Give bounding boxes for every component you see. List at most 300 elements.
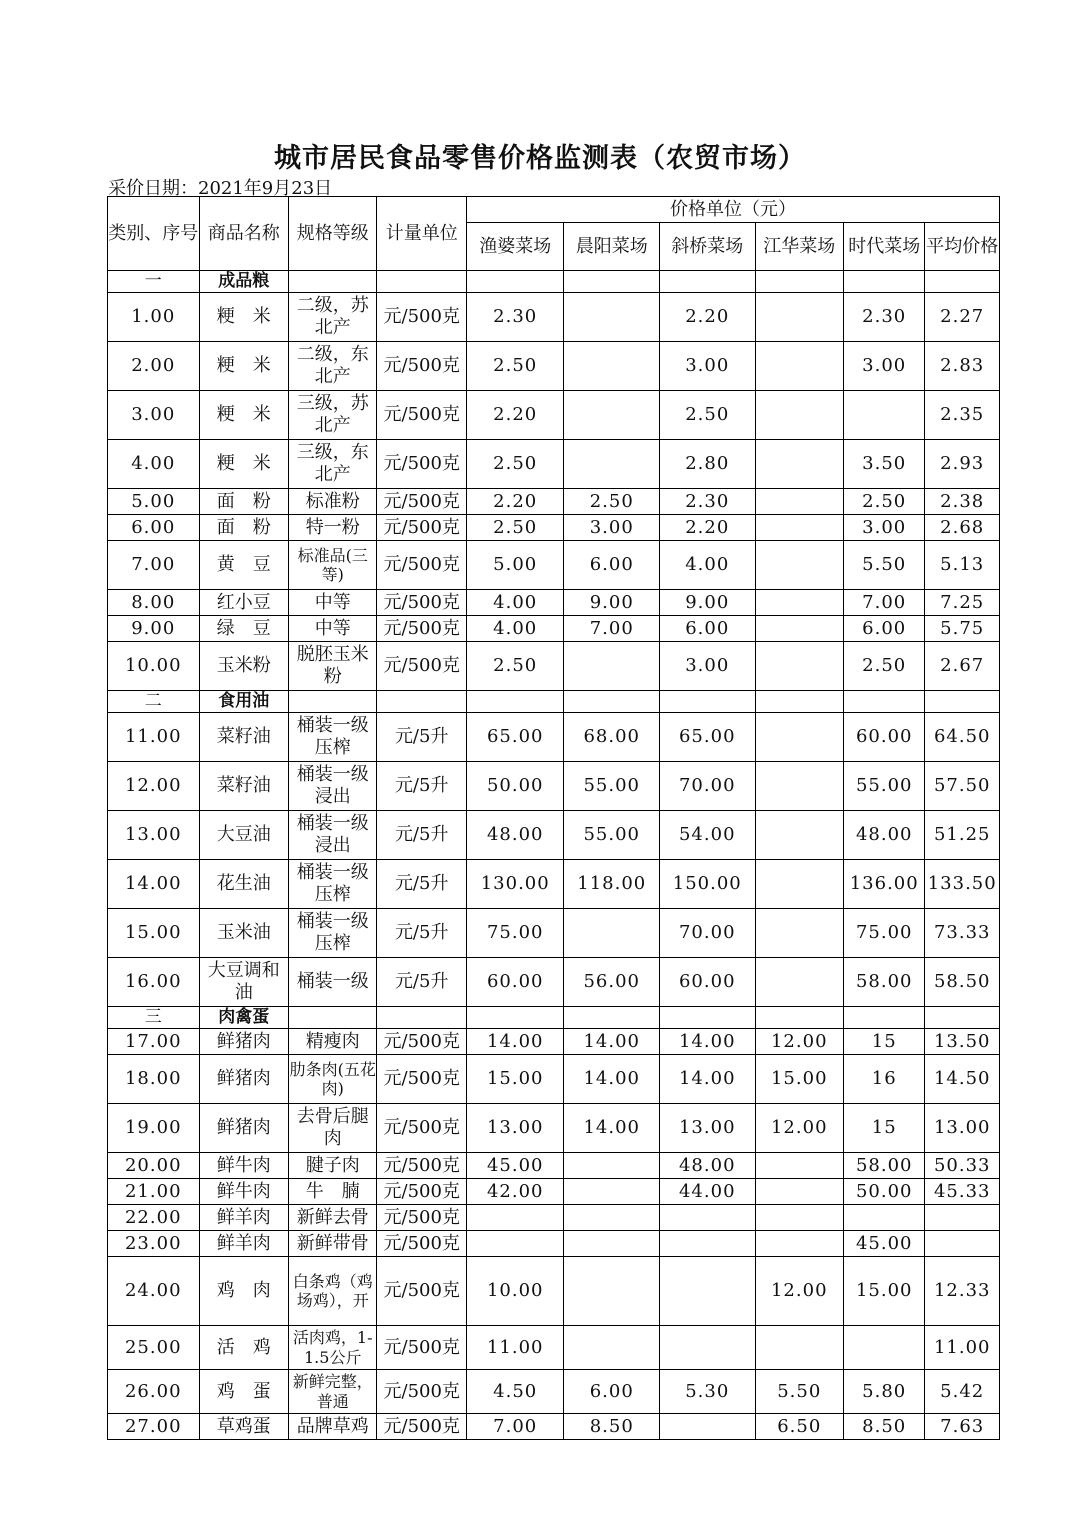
price-cell: 42.00 <box>466 1179 564 1205</box>
empty-cell <box>377 1007 466 1029</box>
empty-cell <box>377 271 466 293</box>
table-row <box>108 1055 1000 1104</box>
item-name-cell: 大豆调和油 <box>199 958 288 1007</box>
spec-cell: 桶装一级压榨 <box>288 909 376 958</box>
price-cell <box>755 1179 843 1205</box>
empty-cell <box>844 1007 925 1029</box>
item-name-cell: 大豆油 <box>199 811 288 860</box>
price-cell: 2.20 <box>466 489 564 515</box>
price-cell <box>564 391 660 440</box>
price-cell: 48.00 <box>466 811 564 860</box>
seq-cell: 1.00 <box>108 293 200 342</box>
empty-cell <box>755 271 843 293</box>
item-name-cell: 红小豆 <box>199 590 288 616</box>
price-cell <box>755 811 843 860</box>
price-cell <box>755 860 843 909</box>
average-price-cell: 7.63 <box>925 1414 1000 1440</box>
category-name: 肉禽蛋 <box>199 1007 288 1029</box>
price-cell: 5.50 <box>844 541 925 590</box>
price-cell: 5.50 <box>755 1370 843 1414</box>
price-cell <box>564 909 660 958</box>
spec-cell: 肋条肉(五花肉) <box>288 1055 376 1104</box>
price-cell: 2.50 <box>844 489 925 515</box>
spec-cell: 品牌草鸡 <box>288 1414 376 1440</box>
price-cell: 4.00 <box>466 590 564 616</box>
empty-cell <box>755 1007 843 1029</box>
average-price-cell <box>925 1205 1000 1231</box>
table-row <box>108 1029 1000 1055</box>
table-row <box>108 713 1000 762</box>
empty-cell <box>466 1007 564 1029</box>
price-cell: 6.00 <box>660 616 756 642</box>
table-row <box>108 342 1000 391</box>
price-cell: 15 <box>844 1029 925 1055</box>
category-index: 一 <box>108 271 200 293</box>
price-cell: 3.00 <box>660 642 756 691</box>
price-cell: 2.50 <box>466 642 564 691</box>
table-row <box>108 958 1000 1007</box>
price-cell <box>660 1326 756 1370</box>
average-price-cell: 2.67 <box>925 642 1000 691</box>
average-price-cell: 7.25 <box>925 590 1000 616</box>
seq-cell: 14.00 <box>108 860 200 909</box>
empty-cell <box>755 691 843 713</box>
price-cell: 11.00 <box>466 1326 564 1370</box>
price-cell: 2.50 <box>660 391 756 440</box>
header-spec: 规格等级 <box>288 197 376 271</box>
seq-cell: 21.00 <box>108 1179 200 1205</box>
average-price-cell: 2.83 <box>925 342 1000 391</box>
price-cell: 14.00 <box>564 1029 660 1055</box>
price-cell <box>755 590 843 616</box>
empty-cell <box>377 691 466 713</box>
price-cell: 65.00 <box>660 713 756 762</box>
price-cell <box>755 1231 843 1257</box>
seq-cell: 27.00 <box>108 1414 200 1440</box>
price-cell: 7.00 <box>466 1414 564 1440</box>
price-cell <box>755 1153 843 1179</box>
table-row <box>108 1370 1000 1414</box>
item-name-cell: 鲜猪肉 <box>199 1055 288 1104</box>
price-cell: 3.00 <box>844 342 925 391</box>
price-cell: 5.80 <box>844 1370 925 1414</box>
spec-cell: 新鲜带骨 <box>288 1231 376 1257</box>
price-cell: 2.30 <box>844 293 925 342</box>
price-cell <box>660 1257 756 1326</box>
price-cell <box>844 391 925 440</box>
price-cell: 2.80 <box>660 440 756 489</box>
table-row <box>108 1205 1000 1231</box>
price-cell: 4.00 <box>466 616 564 642</box>
empty-cell <box>564 271 660 293</box>
item-name-cell: 鲜牛肉 <box>199 1153 288 1179</box>
spec-cell: 桶装一级浸出 <box>288 762 376 811</box>
average-price-cell: 45.33 <box>925 1179 1000 1205</box>
header-seq: 类别、序号 <box>108 197 200 271</box>
seq-cell: 2.00 <box>108 342 200 391</box>
item-name-cell: 草鸡蛋 <box>199 1414 288 1440</box>
item-name-cell: 鲜猪肉 <box>199 1029 288 1055</box>
spec-cell: 二级，苏北产 <box>288 293 376 342</box>
unit-cell: 元/500克 <box>377 616 466 642</box>
price-cell: 7.00 <box>564 616 660 642</box>
spec-cell: 中等 <box>288 590 376 616</box>
price-cell <box>564 293 660 342</box>
empty-cell <box>288 691 376 713</box>
average-price-cell: 5.13 <box>925 541 1000 590</box>
table-row <box>108 489 1000 515</box>
price-cell <box>755 515 843 541</box>
seq-cell: 6.00 <box>108 515 200 541</box>
unit-cell: 元/5升 <box>377 713 466 762</box>
unit-cell: 元/500克 <box>377 1055 466 1104</box>
price-cell <box>660 1414 756 1440</box>
price-cell: 2.50 <box>564 489 660 515</box>
average-price-cell: 5.75 <box>925 616 1000 642</box>
price-cell: 45.00 <box>844 1231 925 1257</box>
empty-cell <box>466 691 564 713</box>
item-name-cell: 鸡 肉 <box>199 1257 288 1326</box>
price-cell <box>564 1205 660 1231</box>
empty-cell <box>844 691 925 713</box>
header-price-group: 价格单位（元） <box>466 197 999 223</box>
unit-cell: 元/5升 <box>377 762 466 811</box>
seq-cell: 7.00 <box>108 541 200 590</box>
price-cell: 58.00 <box>844 958 925 1007</box>
price-cell: 55.00 <box>844 762 925 811</box>
price-cell: 68.00 <box>564 713 660 762</box>
price-cell: 12.00 <box>755 1104 843 1153</box>
price-cell <box>466 1205 564 1231</box>
price-cell: 6.50 <box>755 1414 843 1440</box>
average-price-cell: 2.93 <box>925 440 1000 489</box>
unit-cell: 元/500克 <box>377 489 466 515</box>
category-index: 三 <box>108 1007 200 1029</box>
average-price-cell: 58.50 <box>925 958 1000 1007</box>
price-cell: 6.00 <box>564 1370 660 1414</box>
price-cell: 8.50 <box>564 1414 660 1440</box>
seq-cell: 10.00 <box>108 642 200 691</box>
price-cell <box>466 1231 564 1257</box>
price-cell <box>564 1257 660 1326</box>
price-cell <box>844 1326 925 1370</box>
category-name: 成品粮 <box>199 271 288 293</box>
price-cell: 10.00 <box>466 1257 564 1326</box>
header-market: 江华菜场 <box>755 223 843 271</box>
item-name-cell: 菜籽油 <box>199 762 288 811</box>
price-cell: 3.00 <box>844 515 925 541</box>
average-price-cell: 73.33 <box>925 909 1000 958</box>
table-row <box>108 860 1000 909</box>
unit-cell: 元/500克 <box>377 440 466 489</box>
item-name-cell: 粳 米 <box>199 440 288 489</box>
unit-cell: 元/500克 <box>377 515 466 541</box>
spec-cell: 腱子肉 <box>288 1153 376 1179</box>
price-cell <box>755 958 843 1007</box>
price-cell: 150.00 <box>660 860 756 909</box>
unit-cell: 元/500克 <box>377 1104 466 1153</box>
seq-cell: 8.00 <box>108 590 200 616</box>
seq-cell: 23.00 <box>108 1231 200 1257</box>
table-row <box>108 515 1000 541</box>
unit-cell: 元/5升 <box>377 860 466 909</box>
seq-cell: 22.00 <box>108 1205 200 1231</box>
average-price-cell: 12.33 <box>925 1257 1000 1326</box>
empty-cell <box>564 1007 660 1029</box>
seq-cell: 16.00 <box>108 958 200 1007</box>
seq-cell: 3.00 <box>108 391 200 440</box>
price-cell: 56.00 <box>564 958 660 1007</box>
spec-cell: 桶装一级压榨 <box>288 860 376 909</box>
price-cell: 3.00 <box>660 342 756 391</box>
price-cell <box>755 541 843 590</box>
price-cell: 75.00 <box>844 909 925 958</box>
price-cell: 14.00 <box>660 1029 756 1055</box>
item-name-cell: 菜籽油 <box>199 713 288 762</box>
price-cell: 2.20 <box>466 391 564 440</box>
category-row <box>108 271 1000 293</box>
price-cell: 15.00 <box>844 1257 925 1326</box>
price-cell: 65.00 <box>466 713 564 762</box>
spec-cell: 桶装一级 <box>288 958 376 1007</box>
average-price-cell: 51.25 <box>925 811 1000 860</box>
seq-cell: 12.00 <box>108 762 200 811</box>
price-table <box>107 196 1000 1440</box>
price-cell <box>660 1205 756 1231</box>
price-cell <box>564 642 660 691</box>
survey-date: 采价日期：2021年9月23日 <box>108 178 333 199</box>
price-cell <box>755 642 843 691</box>
price-cell: 14.00 <box>564 1055 660 1104</box>
category-index: 二 <box>108 691 200 713</box>
item-name-cell: 鸡 蛋 <box>199 1370 288 1414</box>
price-cell: 7.00 <box>844 590 925 616</box>
price-cell: 14.00 <box>466 1029 564 1055</box>
table-row <box>108 1104 1000 1153</box>
unit-cell: 元/5升 <box>377 909 466 958</box>
item-name-cell: 粳 米 <box>199 342 288 391</box>
spec-cell: 牛 腩 <box>288 1179 376 1205</box>
empty-cell <box>925 1007 1000 1029</box>
table-row <box>108 1179 1000 1205</box>
unit-cell: 元/500克 <box>377 1370 466 1414</box>
price-cell: 60.00 <box>844 713 925 762</box>
price-cell <box>844 1205 925 1231</box>
price-cell: 14.00 <box>660 1055 756 1104</box>
category-row <box>108 691 1000 713</box>
price-cell: 13.00 <box>466 1104 564 1153</box>
price-cell: 2.20 <box>660 515 756 541</box>
unit-cell: 元/5升 <box>377 811 466 860</box>
price-cell <box>755 440 843 489</box>
price-cell: 2.20 <box>660 293 756 342</box>
unit-cell: 元/500克 <box>377 1153 466 1179</box>
price-cell: 2.30 <box>660 489 756 515</box>
table-row <box>108 1414 1000 1440</box>
spec-cell: 新鲜完整，普通 <box>288 1370 376 1414</box>
item-name-cell: 活 鸡 <box>199 1326 288 1370</box>
empty-cell <box>466 271 564 293</box>
seq-cell: 4.00 <box>108 440 200 489</box>
price-cell: 15.00 <box>755 1055 843 1104</box>
price-cell <box>564 440 660 489</box>
empty-cell <box>925 691 1000 713</box>
price-cell <box>755 762 843 811</box>
price-cell: 2.50 <box>466 342 564 391</box>
item-name-cell: 鲜羊肉 <box>199 1231 288 1257</box>
header-unit: 计量单位 <box>377 197 466 271</box>
spec-cell: 去骨后腿肉 <box>288 1104 376 1153</box>
table-row <box>108 590 1000 616</box>
price-cell: 8.50 <box>844 1414 925 1440</box>
average-price-cell: 2.27 <box>925 293 1000 342</box>
table-row <box>108 293 1000 342</box>
unit-cell: 元/500克 <box>377 1179 466 1205</box>
price-cell: 60.00 <box>466 958 564 1007</box>
spec-cell: 标准粉 <box>288 489 376 515</box>
unit-cell: 元/500克 <box>377 1029 466 1055</box>
item-name-cell: 鲜牛肉 <box>199 1179 288 1205</box>
price-cell <box>564 1153 660 1179</box>
unit-cell: 元/500克 <box>377 1326 466 1370</box>
category-row <box>108 1007 1000 1029</box>
item-name-cell: 玉米油 <box>199 909 288 958</box>
price-cell <box>755 1326 843 1370</box>
empty-cell <box>288 271 376 293</box>
price-cell: 4.50 <box>466 1370 564 1414</box>
header-market: 渔婆菜场 <box>466 223 564 271</box>
seq-cell: 18.00 <box>108 1055 200 1104</box>
price-cell: 12.00 <box>755 1029 843 1055</box>
table-row <box>108 440 1000 489</box>
table-row <box>108 1257 1000 1326</box>
spec-cell: 桶装一级压榨 <box>288 713 376 762</box>
price-cell: 2.30 <box>466 293 564 342</box>
table-row <box>108 762 1000 811</box>
average-price-cell: 2.35 <box>925 391 1000 440</box>
seq-cell: 9.00 <box>108 616 200 642</box>
table-row <box>108 642 1000 691</box>
price-cell <box>755 909 843 958</box>
average-price-cell: 13.00 <box>925 1104 1000 1153</box>
spec-cell: 脱胚玉米粉 <box>288 642 376 691</box>
item-name-cell: 玉米粉 <box>199 642 288 691</box>
price-cell: 3.00 <box>564 515 660 541</box>
price-cell <box>755 342 843 391</box>
spec-cell: 三级，东北产 <box>288 440 376 489</box>
average-price-cell: 64.50 <box>925 713 1000 762</box>
empty-cell <box>660 271 756 293</box>
price-cell: 16 <box>844 1055 925 1104</box>
unit-cell: 元/500克 <box>377 1414 466 1440</box>
price-cell: 9.00 <box>564 590 660 616</box>
unit-cell: 元/500克 <box>377 391 466 440</box>
table-row <box>108 909 1000 958</box>
price-cell: 5.00 <box>466 541 564 590</box>
average-price-cell: 5.42 <box>925 1370 1000 1414</box>
price-cell: 118.00 <box>564 860 660 909</box>
seq-cell: 19.00 <box>108 1104 200 1153</box>
price-cell: 5.30 <box>660 1370 756 1414</box>
item-name-cell: 鲜猪肉 <box>199 1104 288 1153</box>
price-cell <box>755 293 843 342</box>
table-row <box>108 1231 1000 1257</box>
seq-cell: 26.00 <box>108 1370 200 1414</box>
unit-cell: 元/500克 <box>377 642 466 691</box>
average-price-cell: 14.50 <box>925 1055 1000 1104</box>
spec-cell: 特一粉 <box>288 515 376 541</box>
price-cell: 2.50 <box>466 440 564 489</box>
item-name-cell: 粳 米 <box>199 293 288 342</box>
price-cell: 70.00 <box>660 762 756 811</box>
price-cell: 58.00 <box>844 1153 925 1179</box>
page-title: 城市居民食品零售价格监测表（农贸市场） <box>274 143 806 174</box>
empty-cell <box>844 271 925 293</box>
seq-cell: 15.00 <box>108 909 200 958</box>
price-cell: 44.00 <box>660 1179 756 1205</box>
unit-cell: 元/5升 <box>377 958 466 1007</box>
average-price-cell: 2.38 <box>925 489 1000 515</box>
price-cell: 136.00 <box>844 860 925 909</box>
seq-cell: 11.00 <box>108 713 200 762</box>
unit-cell: 元/500克 <box>377 590 466 616</box>
item-name-cell: 花生油 <box>199 860 288 909</box>
header-market: 时代菜场 <box>844 223 925 271</box>
price-cell: 6.00 <box>844 616 925 642</box>
average-price-cell: 13.50 <box>925 1029 1000 1055</box>
price-cell <box>564 1231 660 1257</box>
price-cell: 12.00 <box>755 1257 843 1326</box>
price-cell <box>755 1205 843 1231</box>
price-cell <box>755 713 843 762</box>
average-price-cell: 57.50 <box>925 762 1000 811</box>
empty-cell <box>288 1007 376 1029</box>
price-cell: 55.00 <box>564 762 660 811</box>
price-cell: 45.00 <box>466 1153 564 1179</box>
seq-cell: 5.00 <box>108 489 200 515</box>
price-cell: 2.50 <box>844 642 925 691</box>
price-cell: 75.00 <box>466 909 564 958</box>
table-row <box>108 391 1000 440</box>
spec-cell: 新鲜去骨 <box>288 1205 376 1231</box>
header-name: 商品名称 <box>199 197 288 271</box>
category-name: 食用油 <box>199 691 288 713</box>
price-cell: 54.00 <box>660 811 756 860</box>
seq-cell: 25.00 <box>108 1326 200 1370</box>
spec-cell: 中等 <box>288 616 376 642</box>
seq-cell: 24.00 <box>108 1257 200 1326</box>
spec-cell: 活肉鸡，1-1.5公斤 <box>288 1326 376 1370</box>
empty-cell <box>660 1007 756 1029</box>
unit-cell: 元/500克 <box>377 1257 466 1326</box>
price-cell <box>564 1326 660 1370</box>
seq-cell: 20.00 <box>108 1153 200 1179</box>
header-market: 斜桥菜场 <box>660 223 756 271</box>
price-cell <box>660 1231 756 1257</box>
spec-cell: 二级，东北产 <box>288 342 376 391</box>
price-cell: 15.00 <box>466 1055 564 1104</box>
unit-cell: 元/500克 <box>377 1231 466 1257</box>
item-name-cell: 黄 豆 <box>199 541 288 590</box>
table-row <box>108 541 1000 590</box>
table-row <box>108 1326 1000 1370</box>
price-cell: 2.50 <box>466 515 564 541</box>
item-name-cell: 面 粉 <box>199 489 288 515</box>
spec-cell: 白条鸡（鸡场鸡），开 <box>288 1257 376 1326</box>
unit-cell: 元/500克 <box>377 342 466 391</box>
spec-cell: 桶装一级浸出 <box>288 811 376 860</box>
price-cell: 13.00 <box>660 1104 756 1153</box>
